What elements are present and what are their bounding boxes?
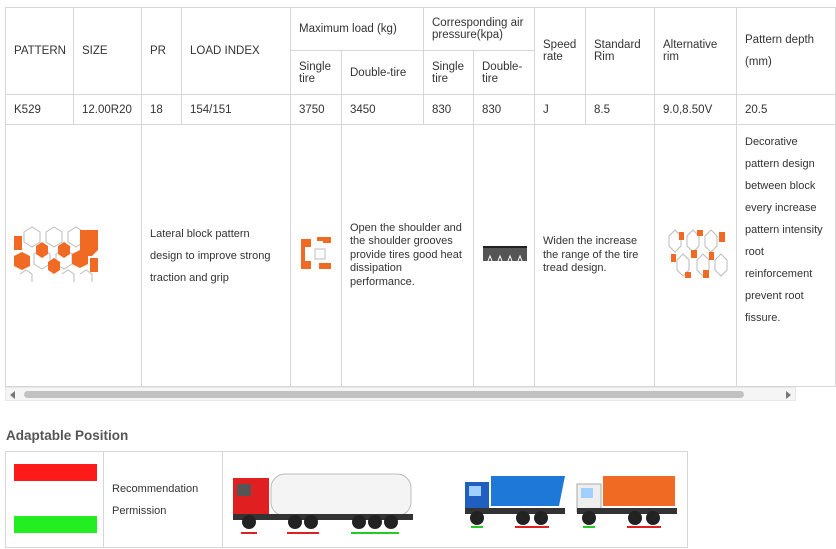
header-pr: PR — [142, 8, 182, 95]
cell-depth: 20.5 — [737, 95, 836, 125]
tread-pattern-image — [14, 224, 104, 284]
horizontal-scrollbar[interactable] — [5, 387, 796, 401]
shoulder-groove-image — [299, 235, 333, 273]
header-standard-rim: Standard Rim — [586, 8, 655, 95]
legend-swatches — [6, 452, 104, 548]
header-max-single-tire: Single tire — [291, 51, 342, 95]
cell-std-rim: 8.5 — [586, 95, 655, 125]
cell-pattern: K529 — [6, 95, 74, 125]
cell-press-double: 830 — [474, 95, 535, 125]
scroll-left-arrow-icon[interactable] — [10, 391, 15, 399]
block-pattern-image — [663, 226, 729, 282]
cell-pr: 18 — [142, 95, 182, 125]
scrollbar-thumb[interactable] — [24, 391, 744, 398]
truck-positions-image — [223, 452, 687, 544]
header-size: SIZE — [74, 8, 142, 95]
feature-tread-range-text: Widen the increase the range of the tire tread design. — [535, 125, 655, 387]
scroll-right-arrow-icon[interactable] — [786, 391, 791, 399]
header-pattern: PATTERN — [6, 8, 74, 95]
orange-dump-truck-icon — [577, 476, 677, 528]
cell-speed: J — [535, 95, 586, 125]
header-maximum-load: Maximum load (kg) — [291, 8, 424, 51]
cell-size: 12.00R20 — [74, 95, 142, 125]
truck-positions-image-cell — [223, 452, 688, 548]
tread-profile-image-cell — [474, 125, 535, 387]
cell-max-single: 3750 — [291, 95, 342, 125]
tanker-truck-icon — [233, 474, 413, 534]
permission-label: Permission — [112, 504, 167, 517]
tread-profile-image — [482, 243, 528, 265]
table-row — [6, 95, 836, 125]
header-pressure-single-tire: Single tire — [424, 51, 474, 95]
adaptable-position-title: Adaptable Position — [6, 428, 129, 443]
spec-table-scroll-area[interactable] — [5, 7, 823, 386]
header-corresponding-pressure: Corresponding air pressure(kpa) — [424, 8, 535, 51]
cell-alt-rim: 9.0,8.50V — [655, 95, 737, 125]
feature-root-reinforcement-text: Decorative pattern design between block every increase pattern intensity root reinforcement prevent root fissure. — [737, 125, 836, 387]
tire-spec-table — [5, 7, 836, 387]
header-max-double-tire: Double-tire — [342, 51, 424, 95]
block-pattern-image-cell — [655, 125, 737, 387]
recommendation-label: Recommendation — [112, 482, 199, 495]
header-speed-rate: Speed rate — [535, 8, 586, 95]
cell-max-double: 3450 — [342, 95, 424, 125]
header-alternative-rim: Alternative rim — [655, 8, 737, 95]
header-pattern-depth: Pattern depth (mm) — [737, 8, 836, 95]
shoulder-image-cell — [291, 125, 342, 387]
blue-dump-truck-icon — [465, 476, 565, 528]
legend-labels — [104, 452, 223, 548]
cell-load-index: 154/151 — [182, 95, 291, 125]
recommendation-swatch — [14, 464, 97, 481]
cell-press-single: 830 — [424, 95, 474, 125]
tread-image-cell — [6, 125, 142, 387]
feature-traction-text: Lateral block pattern design to improve strong traction and grip — [142, 125, 291, 387]
permission-swatch — [14, 516, 97, 533]
adaptable-position-table — [5, 451, 688, 548]
header-load-index: LOAD INDEX — [182, 8, 291, 95]
header-pressure-double-tire: Double-tire — [474, 51, 535, 95]
features-row — [6, 125, 836, 387]
feature-heat-dissipation-text: Open the shoulder and the shoulder grooves provide tires good heat dissipation performance. — [342, 125, 474, 387]
